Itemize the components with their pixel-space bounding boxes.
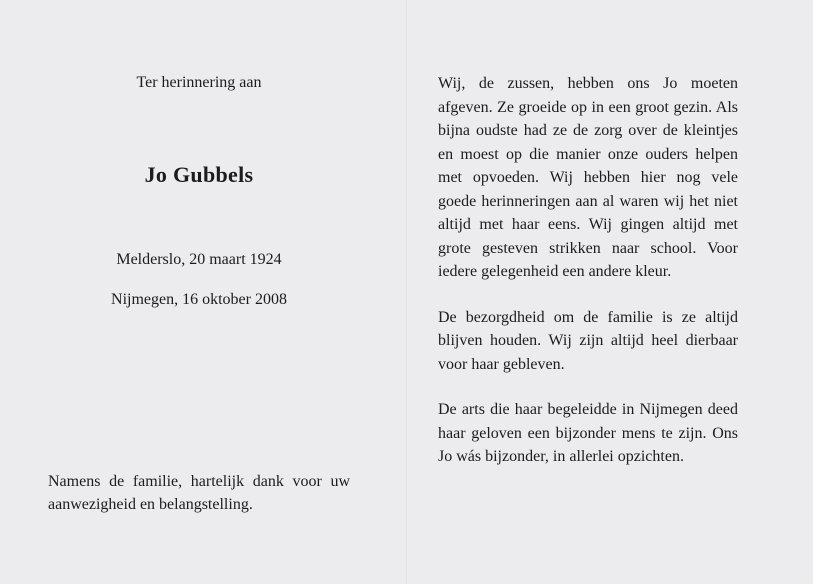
intro-text: Ter herinnering aan: [136, 74, 262, 91]
deceased-name: Jo Gubbels: [144, 162, 254, 187]
paragraph-concern: De bezorgdheid om de familie is ze altijd blijven houden. Wij zijn altijd heel dierbaar voor haar gebleven.: [438, 308, 738, 373]
left-panel: [48, 0, 350, 584]
death-line: Nijmegen, 16 oktober 2008: [111, 291, 287, 308]
thanks-text: Namens de familie, hartelijk dank voor uw aanwezigheid en belangstelling.: [48, 473, 350, 513]
paragraph-doctor: De arts die haar begeleidde in Nijmegen deed haar geloven een bijzonder mens te zijn. Ons Jo wás bijzonder, in allerlei opzichten.: [438, 401, 738, 465]
birth-line: Melderslo, 20 maart 1924: [116, 251, 282, 268]
right-panel: [438, 72, 738, 491]
paragraph-sisters: Wij, de zussen, hebben ons Jo moeten afgeven. Ze groeide op in een groot gezin. Als bijna oudste had ze de zorg over de kleintjes en moest op die manier onze ouders helpen met opvoeden. Wij hebben hier nog vele goede herinneringen aan al waren wij het niet altijd met haar eens. Wij gingen altijd met grote gesteven strikken naar school. Voor iedere gelegenheid een andere kleur.: [438, 75, 738, 280]
card-fold: [406, 0, 407, 584]
